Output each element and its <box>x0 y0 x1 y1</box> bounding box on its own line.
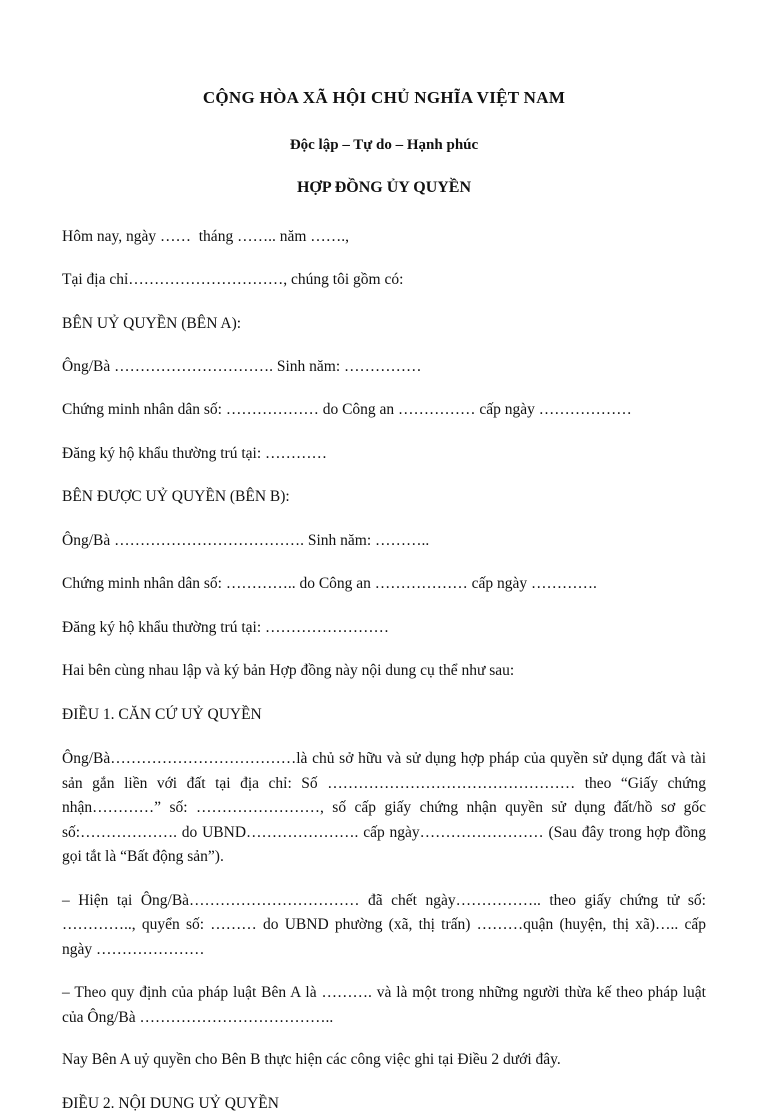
party-a-residence-line: Đăng ký hộ khẩu thường trú tại: ………… <box>62 444 327 462</box>
document-body <box>0 226 768 1115</box>
national-title: CỘNG HÒA XÃ HỘI CHỦ NGHĨA VIỆT NAM <box>202 88 566 107</box>
party-a-id-line: Chứng minh nhân dân số: ……………… do Công an …………… cấp ngày ……………… <box>62 401 632 419</box>
document-title: HỢP ĐỒNG ỦY QUYỀN <box>296 179 472 197</box>
national-motto: Độc lập – Tự do – Hạnh phúc <box>289 137 479 154</box>
party-b-name-line: Ông/Bà ………………………………. Sinh năm: ……….. <box>62 531 430 549</box>
party-b-id-line: Chứng minh nhân dân số: ………….. do Công an ……………… cấp ngày …………. <box>62 575 597 593</box>
article-1-paragraph-3: – Theo quy định của pháp luật Bên A là ………. và là một trong những người thừa kế theo pháp luật của Ông/Bà ……………………………….. <box>62 984 706 1026</box>
article-1-heading: ĐIỀU 1. CĂN CỨ UỶ QUYỀN <box>62 705 262 723</box>
article-1-paragraph-2: – Hiện tại Ông/Bà…………………………… đã chết ngày…………….. theo giấy chứng tử số: ………….., quyển số: ……… do UBND phường (xã, thị trấn) ………quận (huyện, thị xã)….. cấp ngày ………………… <box>62 891 706 958</box>
party-a-heading: BÊN UỶ QUYỀN (BÊN A): <box>62 314 242 332</box>
agreement-statement: Hai bên cùng nhau lập và ký bản Hợp đồng này nội dung cụ thể như sau: <box>62 662 515 680</box>
party-b-heading: BÊN ĐƯỢC UỶ QUYỀN (BÊN B): <box>62 488 290 506</box>
document-header <box>0 0 768 198</box>
party-b-residence-line: Đăng ký hộ khẩu thường trú tại: …………………… <box>62 618 389 636</box>
date-line: Hôm nay, ngày …… tháng …….. năm ……., <box>62 227 349 245</box>
article-2-heading: ĐIỀU 2. NỘI DUNG UỶ QUYỀN <box>62 1094 279 1112</box>
article-1-paragraph-1: Ông/Bà………………………………là chủ sở hữu và sử dụng hợp pháp của quyền sử dụng đất và tài sản gắn liền với đất tại địa chỉ: Số ………………………………………… theo “Giấy chứng nhận…………” số: ……………………, số cấp giấy chứng nhận quyền sử dụng đất/hồ sơ gốc số:………………. do UBND…………………. cấp ngày…………………… (Sau đây trong hợp đồng gọi tắt là “Bất động sản”). <box>62 750 706 866</box>
party-a-name-line: Ông/Bà …………………………. Sinh năm: …………… <box>62 357 422 375</box>
address-line: Tại địa chỉ…………………………, chúng tôi gồm có: <box>62 271 404 289</box>
article-1-paragraph-4: Nay Bên A uỷ quyền cho Bên B thực hiện các công việc ghi tại Điều 2 dưới đây. <box>62 1051 561 1069</box>
